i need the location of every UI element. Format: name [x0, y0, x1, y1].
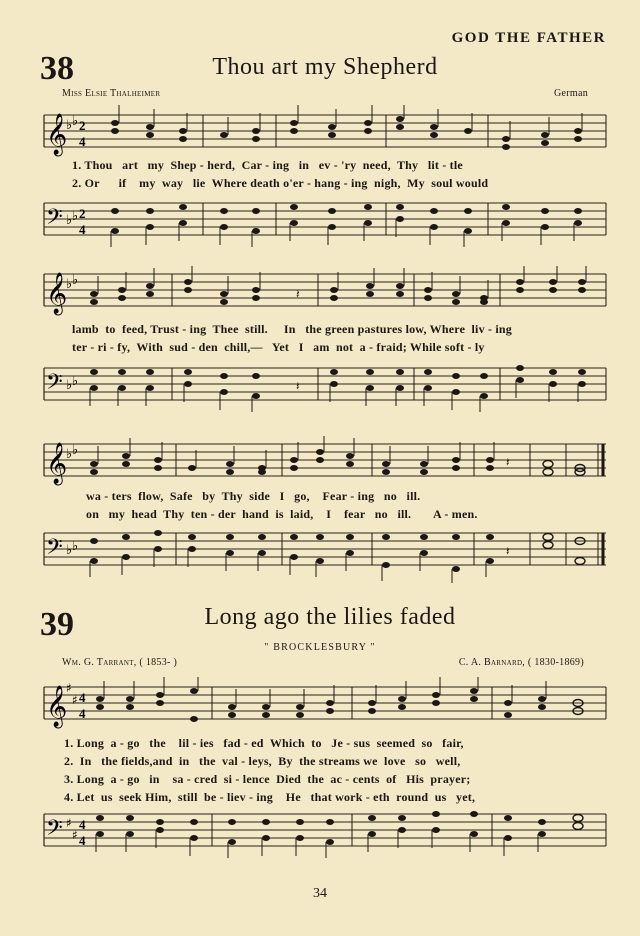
section-title: GOD THE FATHER	[451, 30, 606, 46]
hymn-39-verse-1: 1. Long a - go the lil - ies fad - ed Which to Je - sus seemed so fair,	[64, 736, 464, 750]
hymn-39-treble	[0, 677, 640, 737]
hymn-38-s3-verse-1: wa - ters flow, Safe by Thy side I go, Fear - ing no ill.	[86, 489, 421, 503]
svg-text:2: 2	[79, 206, 86, 221]
svg-text:♭: ♭	[72, 443, 79, 458]
svg-text:𝄽: 𝄽	[296, 379, 300, 393]
svg-text:♭: ♭	[66, 277, 73, 292]
svg-text:𝄽: 𝄽	[506, 455, 510, 469]
hymn-38-title: Thou art my Shepherd	[212, 54, 438, 80]
svg-text:𝄞: 𝄞	[46, 443, 68, 484]
svg-text:𝄢: 𝄢	[46, 535, 63, 565]
hymn-38-system-1-bass	[0, 195, 640, 255]
svg-text:♭: ♭	[72, 114, 79, 129]
svg-text:𝄞: 𝄞	[46, 273, 68, 314]
svg-text:𝄽: 𝄽	[506, 544, 510, 558]
svg-text:𝄞: 𝄞	[46, 686, 68, 727]
svg-text:4: 4	[79, 134, 86, 149]
hymn-38-s2-verse-2: ter - ri - fy, With sud - den chill,— Yet I am not a - fraid; While soft - ly	[72, 340, 485, 354]
svg-text:♭: ♭	[72, 539, 79, 554]
hymn-39-bass	[0, 806, 640, 862]
svg-text:♭: ♭	[66, 543, 73, 558]
hymn-38-tune-origin: German	[553, 88, 588, 99]
svg-text:♯: ♯	[66, 816, 72, 830]
svg-text:♭: ♭	[72, 374, 79, 389]
hymn-38-system-2-treble	[0, 266, 640, 326]
hymn-38-number: 38	[40, 50, 74, 87]
hymn-39-author: Wm. G. Tarrant, ( 1853- )	[62, 657, 178, 668]
svg-text:𝄢: 𝄢	[46, 205, 63, 235]
hymn-38-system-3-treble	[0, 436, 640, 496]
hymn-38-system-1-treble	[0, 105, 640, 165]
svg-text:♭: ♭	[72, 209, 79, 224]
hymn-39-verse-3: 3. Long a - go in sa - cred si - lence Died the ac - cents of His prayer;	[64, 772, 471, 786]
svg-text:♭: ♭	[66, 378, 73, 393]
svg-text:2: 2	[79, 118, 86, 133]
svg-text:♯: ♯	[72, 693, 78, 707]
svg-text:♯: ♯	[72, 828, 78, 842]
svg-text:♭: ♭	[66, 118, 73, 133]
hymn-38-s1-verse-2: 2. Or if my way lie Where death o'er - hang - ing nigh, My soul would	[72, 176, 489, 190]
svg-text:𝄢: 𝄢	[46, 816, 63, 846]
svg-text:♭: ♭	[72, 273, 79, 288]
svg-text:4: 4	[79, 222, 86, 237]
hymn-39-number: 39	[40, 606, 74, 643]
hymn-39-verse-2: 2. In the fields,and in the val - leys, By the streams we love so well,	[64, 754, 461, 768]
svg-text:𝄽: 𝄽	[296, 287, 300, 301]
svg-text:𝄞: 𝄞	[46, 114, 68, 155]
hymn-38-author: Miss Elsie Thalheimer	[62, 88, 161, 99]
svg-text:♭: ♭	[66, 447, 73, 462]
page-number: 34	[313, 886, 327, 901]
svg-text:4: 4	[79, 690, 86, 705]
hymn-38-system-2-bass	[0, 360, 640, 420]
hymn-38-s2-verse-1: lamb to feed, Trust - ing Thee still. In the green pastures low, Where liv - ing	[72, 322, 512, 336]
svg-text:4: 4	[79, 817, 86, 832]
hymn-38-s1-verse-1: 1. Thou art my Shep - herd, Car - ing in ev - 'ry need, Thy lit - tle	[72, 158, 463, 172]
hymn-39-title: Long ago the lilies faded	[204, 604, 456, 630]
hymn-39-tune-name: " BROCKLESBURY "	[264, 642, 376, 653]
hymn-38-s3-verse-2: on my head Thy ten - der hand is laid, I fear no ill. A - men.	[86, 507, 478, 521]
hymn-39-verse-4: 4. Let us seek Him, still be - liev - ing He that work - eth round us yet,	[64, 790, 476, 804]
hymn-39-composer: C. A. Barnard, ( 1830-1869)	[458, 657, 584, 668]
svg-text:4: 4	[79, 833, 86, 848]
hymn-38-system-3-bass	[0, 525, 640, 585]
svg-text:♭: ♭	[66, 213, 73, 228]
svg-text:𝄢: 𝄢	[46, 370, 63, 400]
svg-text:4: 4	[79, 706, 86, 721]
svg-text:♯: ♯	[66, 681, 72, 695]
